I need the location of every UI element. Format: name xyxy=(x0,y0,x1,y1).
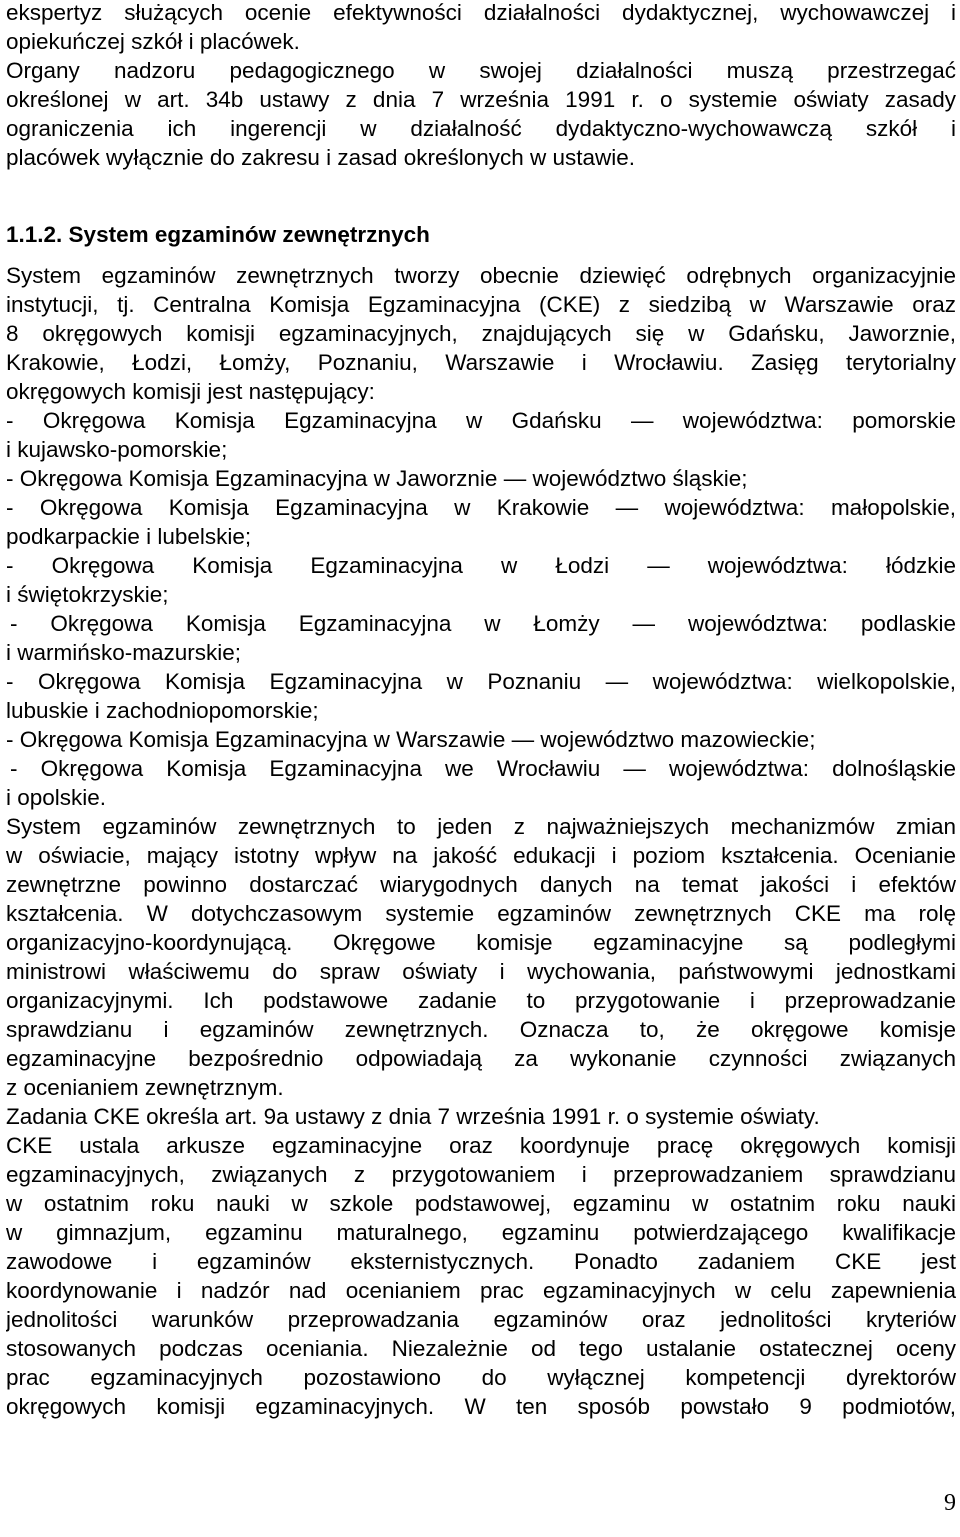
list-item: - Okręgowa Komisja Egzaminacyjna w Łodzi — województwa: łódzkie xyxy=(6,553,956,578)
text-line: 8 okręgowych komisji egzaminacyjnych, znajdujących się w Gdańsku, Jaworznie, xyxy=(6,321,956,346)
text-line: kształcenia. W dotychczasowym systemie egzaminów zewnętrznych CKE ma rolę xyxy=(6,901,956,926)
list-item: - Okręgowa Komisja Egzaminacyjna w Warszawie — województwo mazowieckie; xyxy=(6,727,816,752)
text-line: z ocenianiem zewnętrznym. xyxy=(6,1075,284,1100)
list-item-continuation: i świętokrzyskie; xyxy=(6,582,169,607)
text-line: koordynowanie i nadzór nad ocenianiem prac egzaminacyjnych w celu zapewnienia xyxy=(6,1278,956,1303)
list-item-continuation: lubuskie i zachodniopomorskie; xyxy=(6,698,319,723)
text-line: Zadania CKE określa art. 9a ustawy z dnia 7 września 1991 r. o systemie oświaty. xyxy=(6,1104,820,1129)
text-line: zewnętrzne powinno dostarczać wiarygodnych danych na temat jakości i efektów xyxy=(6,872,956,897)
text-line: w gimnazjum, egzaminu maturalnego, egzaminu potwierdzającego kwalifikacje xyxy=(6,1220,956,1245)
text-line: System egzaminów zewnętrznych to jeden z najważniejszych mechanizmów zmian xyxy=(6,814,956,839)
text-line: ministrowi właściwemu do spraw oświaty i wychowania, państwowymi jednostkami xyxy=(6,959,956,984)
text-line: jednolitości warunków przeprowadzania egzaminów oraz jednolitości kryteriów xyxy=(6,1307,956,1332)
text-line: w oświacie, mający istotny wpływ na jakość edukacji i poziom kształcenia. Ocenianie xyxy=(6,843,956,868)
list-item: - Okręgowa Komisja Egzaminacyjna w Krakowie — województwa: małopolskie, xyxy=(6,495,956,520)
list-item-continuation: i warmińsko-mazurskie; xyxy=(6,640,242,665)
text-line: System egzaminów zewnętrznych tworzy obecnie dziewięć odrębnych organizacyjnie xyxy=(6,263,956,288)
text-line: opiekuńczej szkół i placówek. xyxy=(6,29,300,54)
text-line: CKE ustala arkusze egzaminacyjne oraz koordynuje pracę okręgowych komisji xyxy=(6,1133,956,1158)
document-page xyxy=(6,0,956,1421)
text-line: określonej w art. 34b ustawy z dnia 7 września 1991 r. o systemie oświaty zasady xyxy=(6,87,956,112)
text-line: prac egzaminacyjnych pozostawiono do wyłącznej kompetencji dyrektorów xyxy=(6,1365,956,1390)
spacer xyxy=(6,172,956,220)
text-line: okręgowych komisji jest następujący: xyxy=(6,379,375,404)
list-item-continuation: i opolskie. xyxy=(6,785,107,810)
list-item-continuation: i kujawsko-pomorskie; xyxy=(6,437,228,462)
text-line: egzaminacyjne bezpośrednio odpowiadają za wykonanie czynności związanych xyxy=(6,1046,956,1071)
text-line: okręgowych komisji egzaminacyjnych. W ten sposób powstało 9 podmiotów, xyxy=(6,1394,956,1419)
spacer xyxy=(6,249,956,261)
text-line: Krakowie, Łodzi, Łomży, Poznaniu, Warszawie i Wrocławiu. Zasięg terytorialny xyxy=(6,350,956,375)
text-line: stosowanych podczas oceniania. Niezależnie od tego ustalanie ostatecznej oceny xyxy=(6,1336,956,1361)
list-item: - Okręgowa Komisja Egzaminacyjna w Jaworznie — województwo śląskie; xyxy=(6,466,748,491)
section-heading: 1.1.2. System egzaminów zewnętrznych xyxy=(6,222,430,247)
text-line: instytucji, tj. Centralna Komisja Egzaminacyjna (CKE) z siedzibą w Warszawie oraz xyxy=(6,292,956,317)
text-line: ograniczenia ich ingerencji w działalność dydaktyczno-wychowawczą szkół i xyxy=(6,116,956,141)
list-item: - Okręgowa Komisja Egzaminacyjna w Poznaniu — województwa: wielkopolskie, xyxy=(6,669,956,694)
text-line: zawodowe i egzaminów eksternistycznych. Ponadto zadaniem CKE jest xyxy=(6,1249,956,1274)
text-line: organizacyjnymi. Ich podstawowe zadanie to przygotowanie i przeprowadzanie xyxy=(6,988,956,1013)
list-item: - Okręgowa Komisja Egzaminacyjna w Gdańsku — województwa: pomorskie xyxy=(6,408,956,433)
text-line: Organy nadzoru pedagogicznego w swojej działalności muszą przestrzegać xyxy=(6,58,956,83)
text-line: w ostatnim roku nauki w szkole podstawowej, egzaminu w ostatnim roku nauki xyxy=(6,1191,956,1216)
text-line: egzaminacyjnych, związanych z przygotowaniem i przeprowadzaniem sprawdzianu xyxy=(6,1162,956,1187)
body-text xyxy=(6,261,956,1421)
text-line: organizacyjno-koordynującą. Okręgowe komisje egzaminacyjne są podległymi xyxy=(6,930,956,955)
text-line: sprawdzianu i egzaminów zewnętrznych. Oznacza to, że okręgowe komisje xyxy=(6,1017,956,1042)
list-item-continuation: podkarpackie i lubelskie; xyxy=(6,524,252,549)
text-line: placówek wyłącznie do zakresu i zasad określonych w ustawie. xyxy=(6,145,636,170)
intro-paragraph xyxy=(6,0,956,172)
page-number: 9 xyxy=(944,1490,956,1516)
text-line: ekspertyz służących ocenie efektywności działalności dydaktycznej, wychowawczej i xyxy=(6,0,956,25)
list-item: - Okręgowa Komisja Egzaminacyjna w Łomży — województwa: podlaskie xyxy=(10,611,956,636)
list-item: - Okręgowa Komisja Egzaminacyjna we Wrocławiu — województwa: dolnośląskie xyxy=(10,756,956,781)
